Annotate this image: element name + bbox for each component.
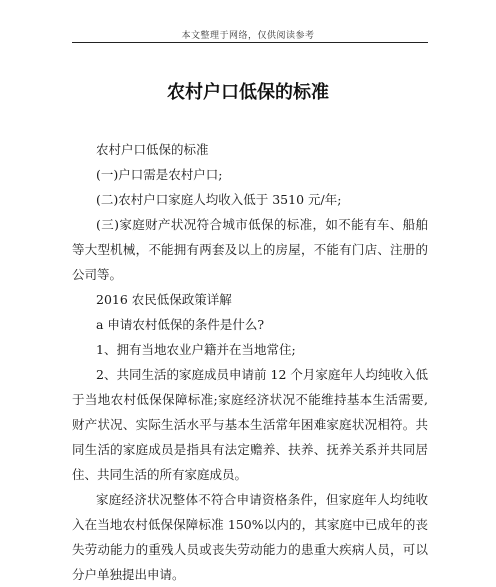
paragraph-exception: 家庭经济状况整体不符合申请资格条件，但家庭年人均纯收入在当地农村低保保障标准 150%以内的，其家庭中已成年的丧失劳动能力的重残人员或丧失劳动能力的患重大疾病人员，可以分户单独提出申请。 xyxy=(72,492,428,582)
header-disclaimer: 本文整理于网络，仅供阅读参考 xyxy=(181,31,315,41)
paragraph-requirement-2: 2、共同生活的家庭成员申请前 12 个月家庭年人均纯收入低于当地农村低保保障标准;家庭经济状况不能维持基本生活需要,财产状况、实际生活水平与基本生活常年困难家庭状况相符。共同生活的家庭成员是指具有法定赡养、扶养、抚养关系并共同居住、共同生活的所有家庭成员。 xyxy=(72,367,428,482)
document-body xyxy=(72,137,428,587)
paragraph-condition-1: (一)户口需是农村户口; xyxy=(96,167,223,182)
paragraph-requirement-1: 1、拥有当地农业户籍并在当地常住; xyxy=(96,342,296,357)
paragraph-subtitle: 农村户口低保的标准 xyxy=(96,142,209,157)
paragraph-policy-heading: 2016 农民低保政策详解 xyxy=(96,292,232,307)
document-title: 农村户口低保的标准 xyxy=(167,82,329,103)
paragraph-question: a 申请农村低保的条件是什么? xyxy=(96,317,265,332)
paragraph-condition-3: (三)家庭财产状况符合城市低保的标准，如不能有车、船舶等大型机械，不能拥有两套及以上的房屋，不能有门店、注册的公司等。 xyxy=(72,217,428,282)
paragraph-condition-2: (二)农村户口家庭人均收入低于 3510 元/年; xyxy=(96,192,342,207)
header-divider xyxy=(72,42,428,43)
